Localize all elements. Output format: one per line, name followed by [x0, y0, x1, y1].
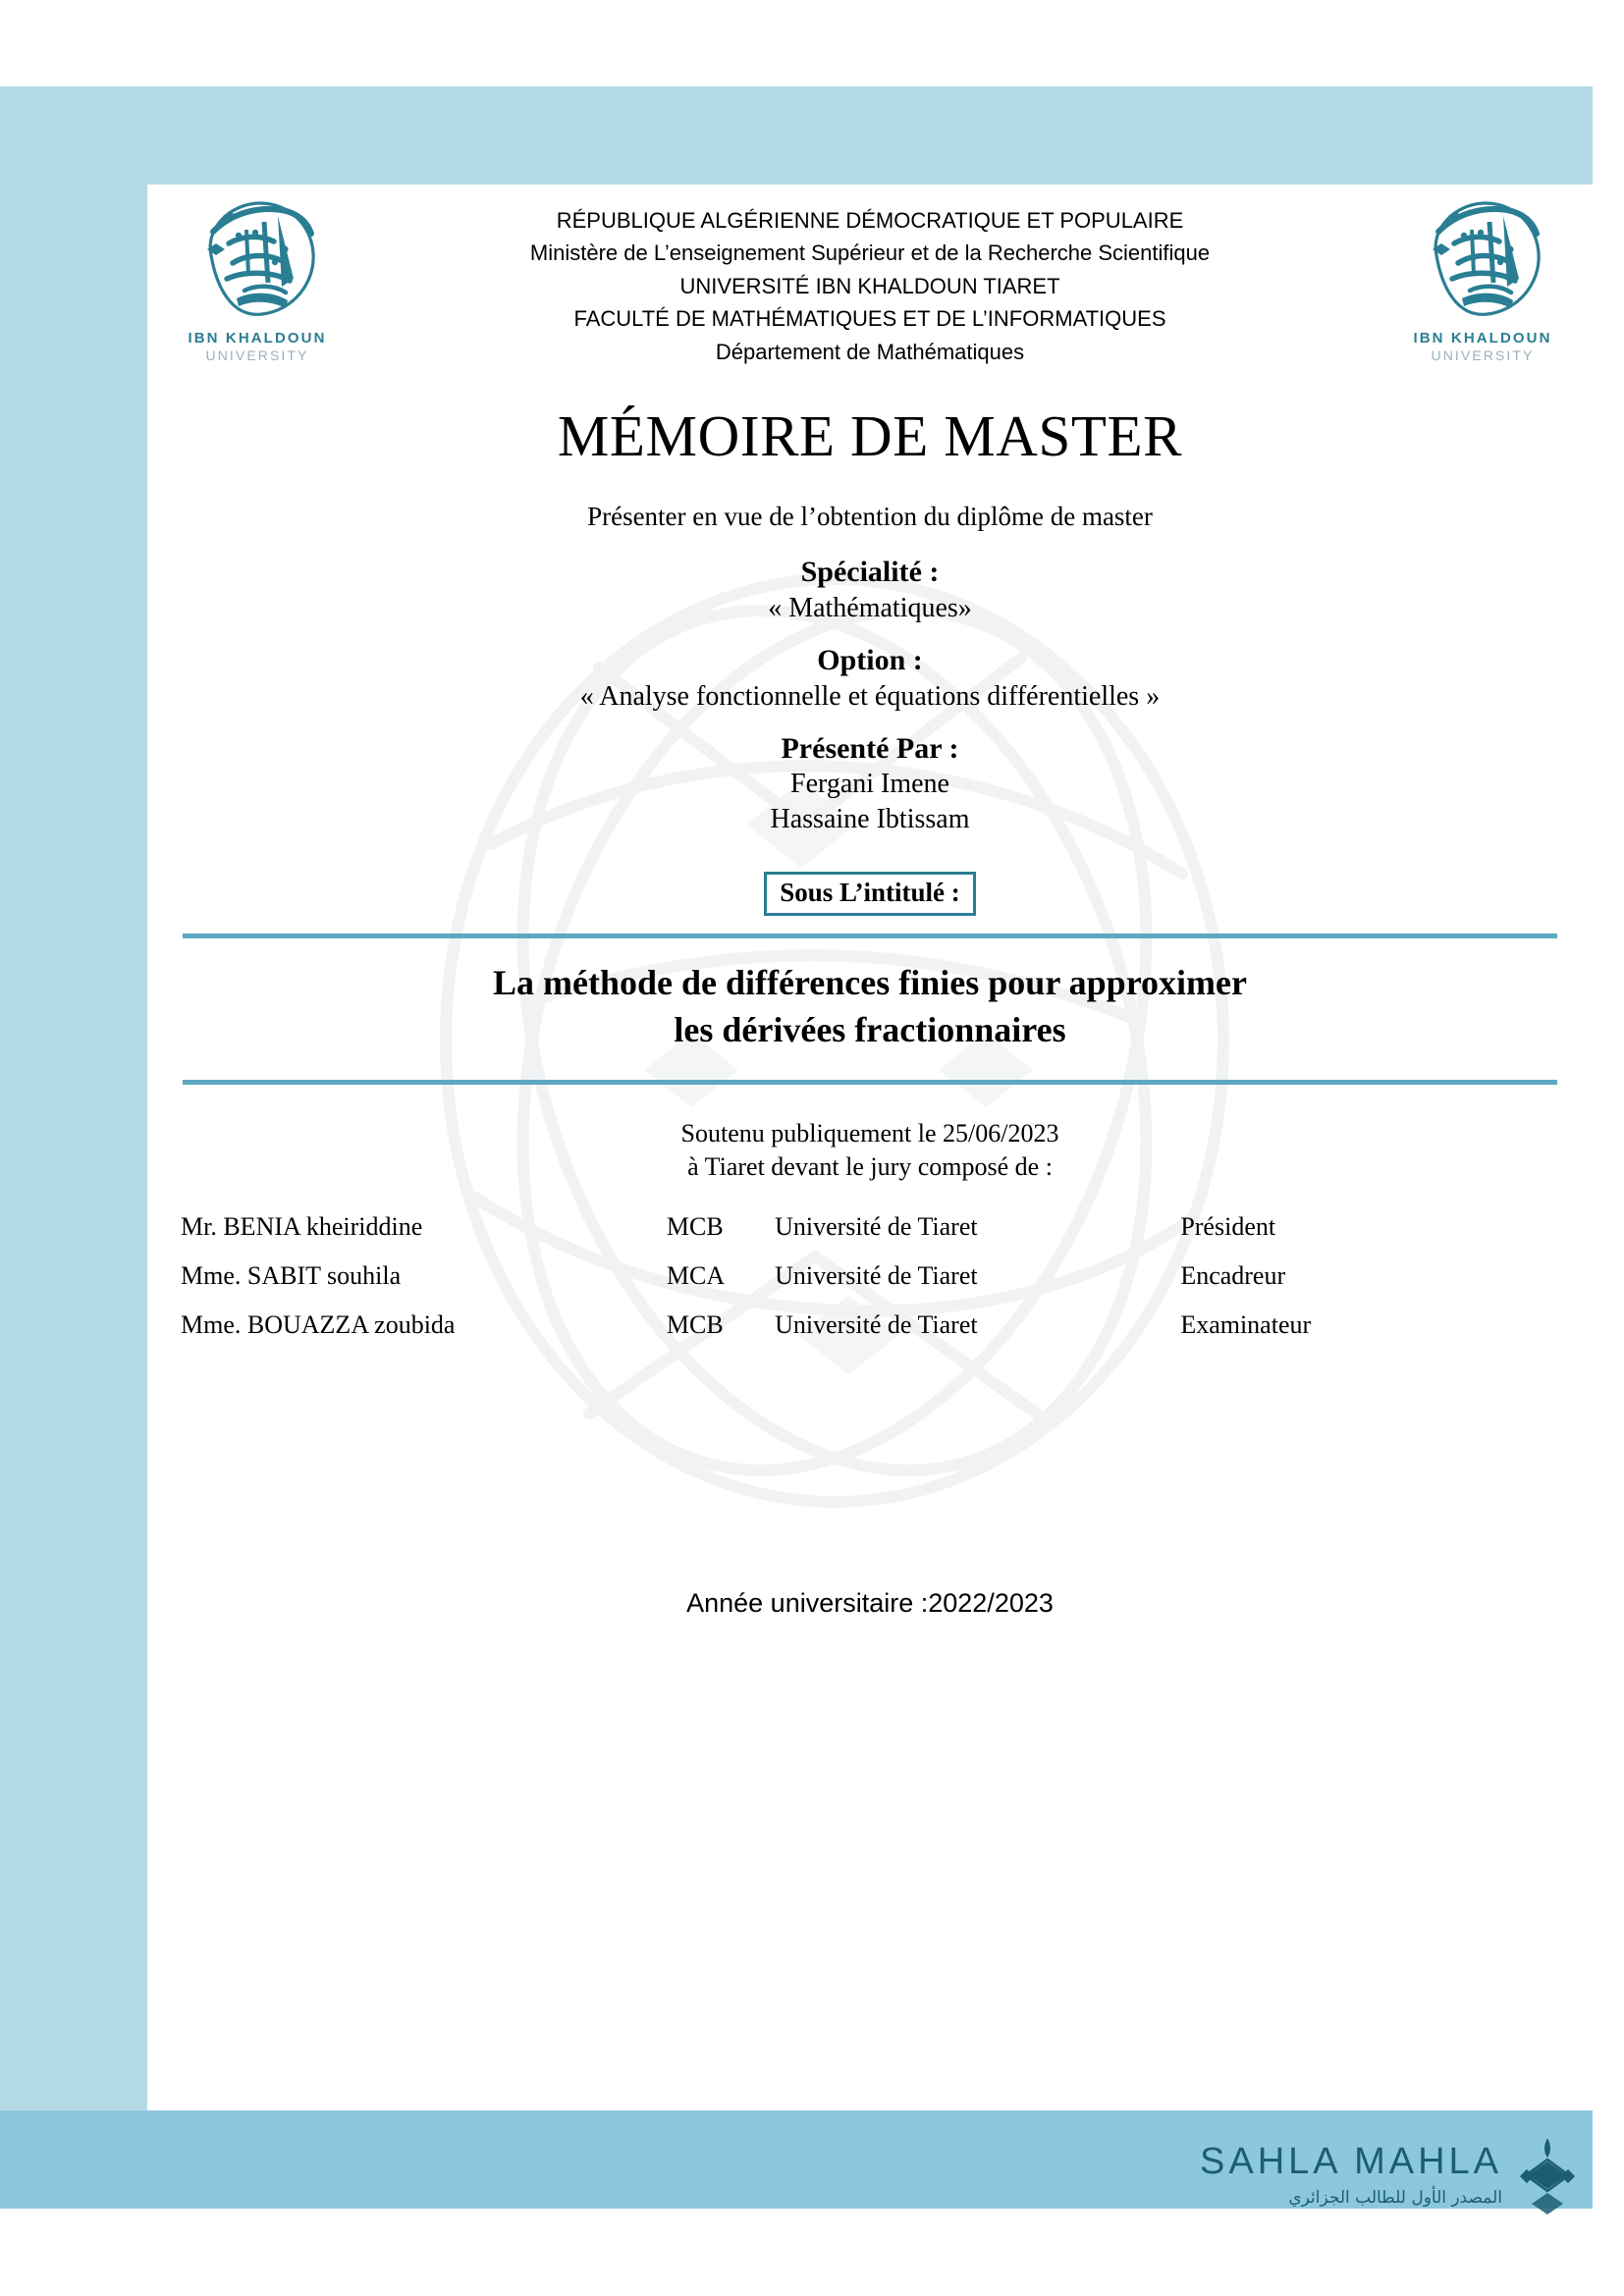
academic-year: Année universitaire :2022/2023 — [686, 1588, 1054, 1618]
jury-member-university: Université de Tiaret — [775, 1261, 978, 1290]
table-row — [175, 1301, 1549, 1350]
logo-line-2: UNIVERSITY — [1431, 347, 1535, 363]
brand-subtitle: المصدر الأول للطالب الجزائري — [1288, 2188, 1502, 2208]
brand-text-group — [1200, 2143, 1502, 2208]
author-name-1: Fergani Imene — [790, 769, 949, 799]
table-row — [175, 1252, 1549, 1301]
jury-member-role: Encadreur — [1180, 1261, 1286, 1290]
page-content — [147, 185, 1593, 2110]
defense-info — [147, 1117, 1593, 1184]
jury-member-role: Examinateur — [1180, 1310, 1312, 1339]
logo-line-1: IBN KHALDOUN — [1413, 330, 1552, 347]
header-line-ministry: Ministère de L’enseignement Supérieur et de la Recherche Scientifique — [529, 240, 1211, 266]
jury-member-grade: MCB — [666, 1310, 724, 1339]
specialite-block — [147, 556, 1593, 624]
jury-member-grade: MCA — [666, 1261, 726, 1290]
thesis-title-line-2: les dérivées fractionnaires — [674, 1009, 1066, 1049]
sahla-mahla-brand — [1170, 2128, 1583, 2222]
brand-name: SAHLA MAHLA — [1200, 2141, 1502, 2182]
option-block — [147, 644, 1593, 713]
specialite-value: « Mathématiques» — [768, 593, 972, 623]
bottom-left-decorative-band — [0, 2110, 147, 2209]
defense-jury-intro: à Tiaret devant le jury composé de : — [687, 1151, 1053, 1181]
header-line-university: UNIVERSITÉ IBN KHALDOUN TIARET — [679, 273, 1060, 298]
authors-label: Présenté Par : — [781, 732, 959, 765]
thesis-title-line-1: La méthode de différences finies pour approximer — [493, 963, 1247, 1002]
sahla-mahla-diamond-icon — [1512, 2136, 1583, 2215]
logo-line-2: UNIVERSITY — [205, 347, 309, 363]
jury-member-name: Mme. BOUAZZA zoubida — [181, 1310, 456, 1339]
left-decorative-band — [0, 86, 147, 2209]
authors-block — [147, 732, 1593, 836]
option-value: « Analyse fonctionnelle et équations différentielles » — [579, 681, 1161, 712]
jury-member-university: Université de Tiaret — [775, 1310, 978, 1339]
document-subtitle: Présenter en vue de l’obtention du diplôme de master — [587, 502, 1153, 531]
jury-member-name: Mr. BENIA kheiriddine — [181, 1212, 423, 1241]
header-line-republic: RÉPUBLIQUE ALGÉRIENNE DÉMOCRATIQUE ET POPULAIRE — [556, 208, 1184, 233]
intitule-label: Sous L’intitulé : — [764, 872, 976, 916]
option-label: Option : — [817, 644, 923, 676]
jury-member-name: Mme. SABIT souhila — [181, 1261, 402, 1290]
jury-member-university: Université de Tiaret — [775, 1212, 978, 1241]
ibn-khaldoun-logo-icon — [1409, 192, 1556, 328]
top-decorative-band — [147, 86, 1593, 185]
university-logo-left — [159, 192, 355, 379]
university-logo-right — [1384, 192, 1581, 379]
title-rule-bottom — [183, 1080, 1557, 1085]
header-line-department: Département de Mathématiques — [715, 339, 1025, 364]
ibn-khaldoun-logo-icon — [184, 192, 331, 328]
thesis-title — [206, 960, 1534, 1053]
header-line-faculty: FACULTÉ DE MATHÉMATIQUES ET DE L’INFORMATIQUES — [573, 306, 1166, 332]
author-name-2: Hassaine Ibtissam — [770, 804, 970, 835]
defense-date: Soutenu publiquement le 25/06/2023 — [680, 1119, 1059, 1148]
document-type-title: MÉMOIRE DE MASTER — [557, 403, 1183, 468]
specialite-label: Spécialité : — [800, 556, 940, 588]
logo-line-1: IBN KHALDOUN — [188, 330, 327, 347]
title-rule-top — [183, 934, 1557, 938]
table-row — [175, 1202, 1549, 1252]
institution-header — [368, 204, 1372, 368]
jury-member-role: Président — [1180, 1212, 1276, 1241]
jury-table — [175, 1202, 1549, 1350]
intitule-wrapper — [147, 872, 1593, 916]
jury-member-grade: MCB — [666, 1212, 724, 1241]
